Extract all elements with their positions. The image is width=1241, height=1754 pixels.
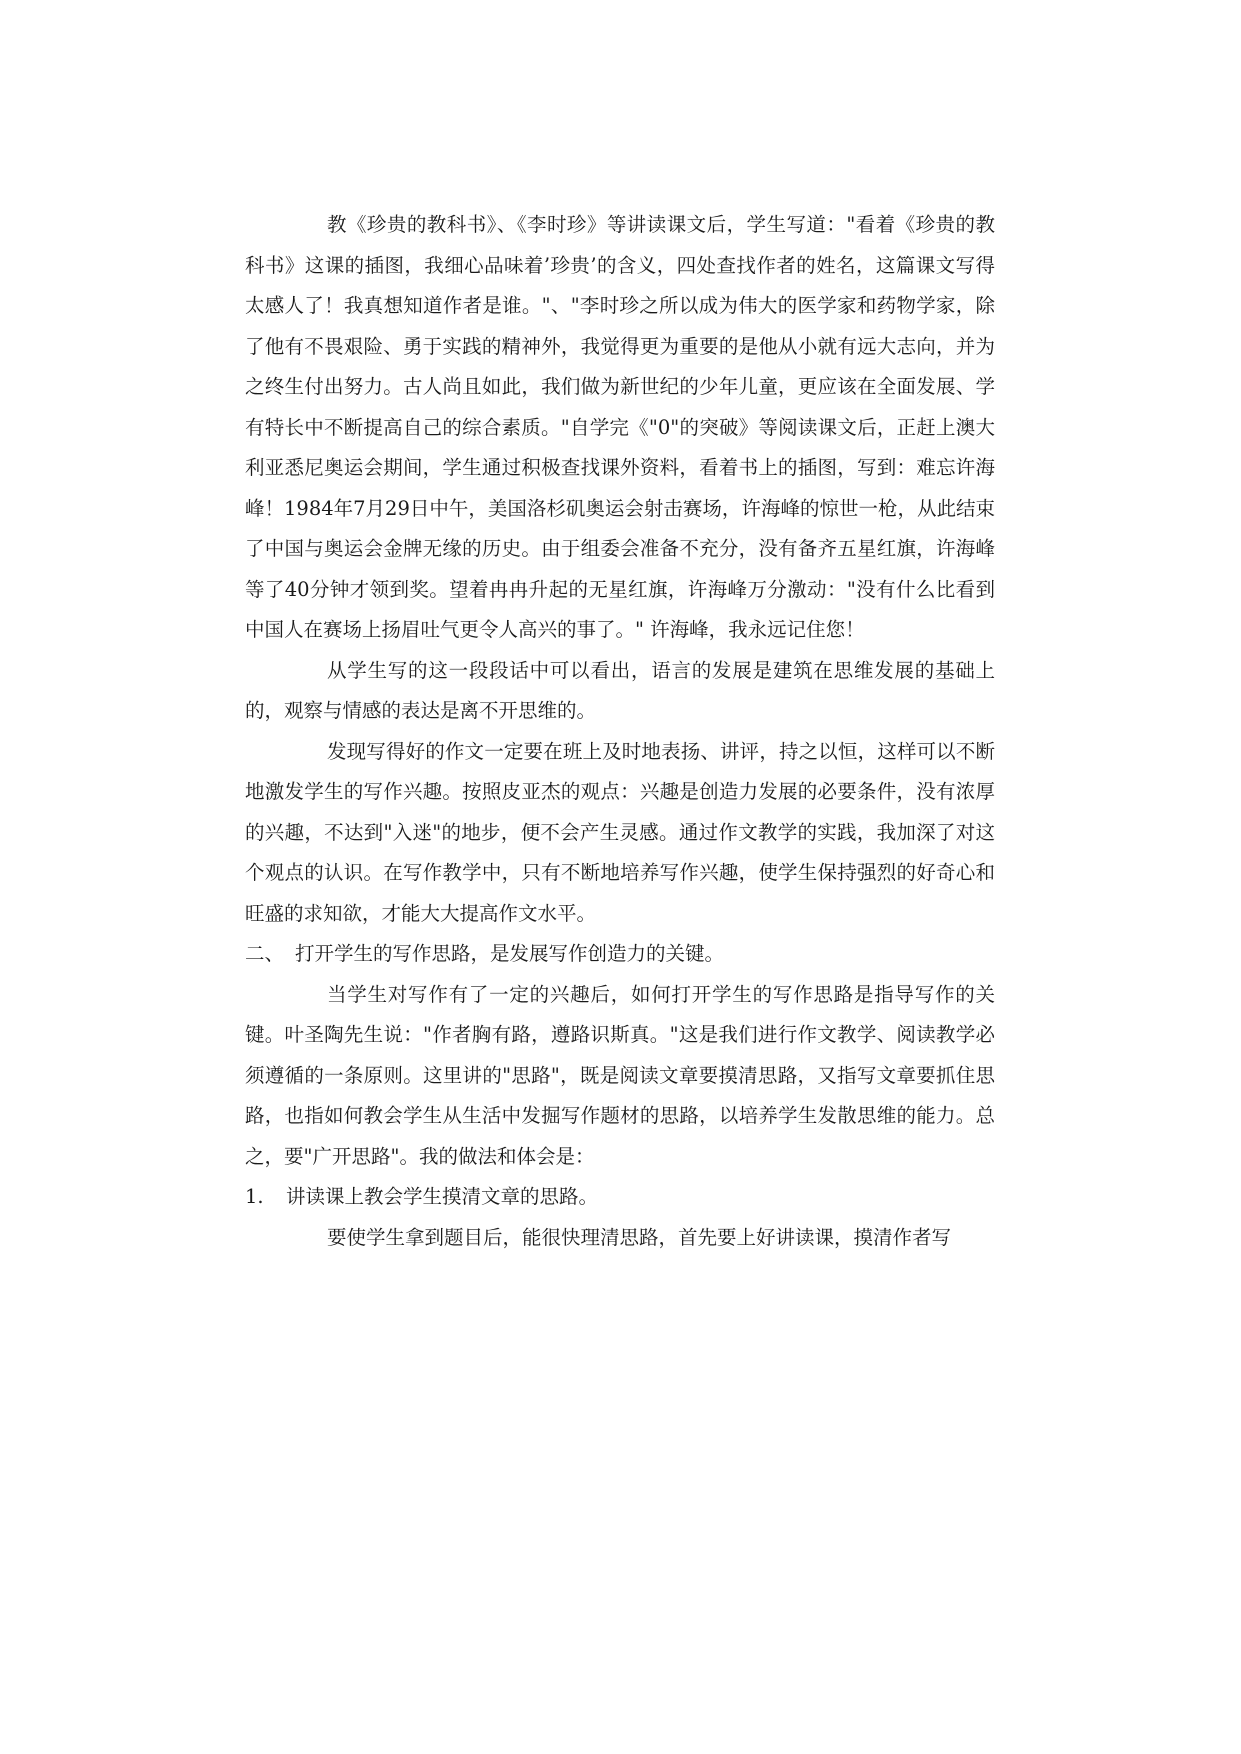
document-body: [245, 205, 995, 1258]
section-heading-number: 二、: [245, 942, 285, 965]
paragraph-5: 要使学生拿到题目后，能很快理清思路，首先要上好讲读课，摸清作者写: [327, 1225, 952, 1249]
list-item-number: 1.: [245, 1185, 264, 1208]
section-heading-2: [245, 934, 995, 975]
paragraph-3: 发现写得好的作文一定要在班上及时地表扬、讲评，持之以恒，这样可以不断地激发学生的写作兴趣。按照皮亚杰的观点：兴趣是创造力发展的必要条件，没有浓厚的兴趣，不达到"入迷"的地步，便不会产生灵感。通过作文教学的实践，我加深了对这个观点的认识。在写作教学中，只有不断地培养写作兴趣，使学生保持强烈的好奇心和旺盛的求知欲，才能大大提高作文水平。: [245, 739, 995, 925]
list-item-1: [245, 1177, 995, 1218]
section-heading-text: 打开学生的写作思路，是发展写作创造力的关键。: [295, 942, 725, 965]
paragraph-4: 当学生对写作有了一定的兴趣后，如何打开学生的写作思路是指导写作的关键。叶圣陶先生说："作者胸有路，遵路识斯真。"这是我们进行作文教学、阅读教学必须遵循的一条原则。这里讲的"思路"，既是阅读文章要摸清思路，又指写文章要抓住思路，也指如何教会学生从生活中发掘写作题材的思路，以培养学生发散思维的能力。总之，要"广开思路"。我的做法和体会是：: [245, 982, 995, 1168]
list-item-text: 讲读课上教会学生摸清文章的思路。: [286, 1185, 599, 1208]
paragraph-1: 教《珍贵的教科书》、《李时珍》等讲读课文后，学生写道："看着《珍贵的教科书》这课的插图，我细心品味着’珍贵’的含义，四处查找作者的姓名，这篇课文写得太感人了！我真想知道作者是谁。"、"李时珍之所以成为伟大的医学家和药物学家，除了他有不畏艰险、勇于实践的精神外，我觉得更为重要的是他从小就有远大志向，并为之终生付出努力。古人尚且如此，我们做为新世纪的少年儿童，更应该在全面发展、学有特长中不断提高自己的综合素质。"自学完《"0"的突破》等阅读课文后，正赶上澳大利亚悉尼奥运会期间，学生通过积极查找课外资料，看着书上的插图，写到：难忘许海峰！1984年7月29日中午，美国洛杉矶奥运会射击赛场，许海峰的惊世一枪，从此结束了中国与奥运会金牌无缘的历史。由于组委会准备不充分，没有备齐五星红旗，许海峰等了40分钟才领到奖。望着冉冉升起的无星红旗，许海峰万分激动："没有什么比看到中国人在赛场上扬眉吐气更令人高兴的事了。" 许海峰，我永远记住您！: [245, 213, 995, 641]
paragraph-2: 从学生写的这一段段话中可以看出，语言的发展是建筑在思维发展的基础上的，观察与情感的表达是离不开思维的。: [245, 658, 995, 722]
